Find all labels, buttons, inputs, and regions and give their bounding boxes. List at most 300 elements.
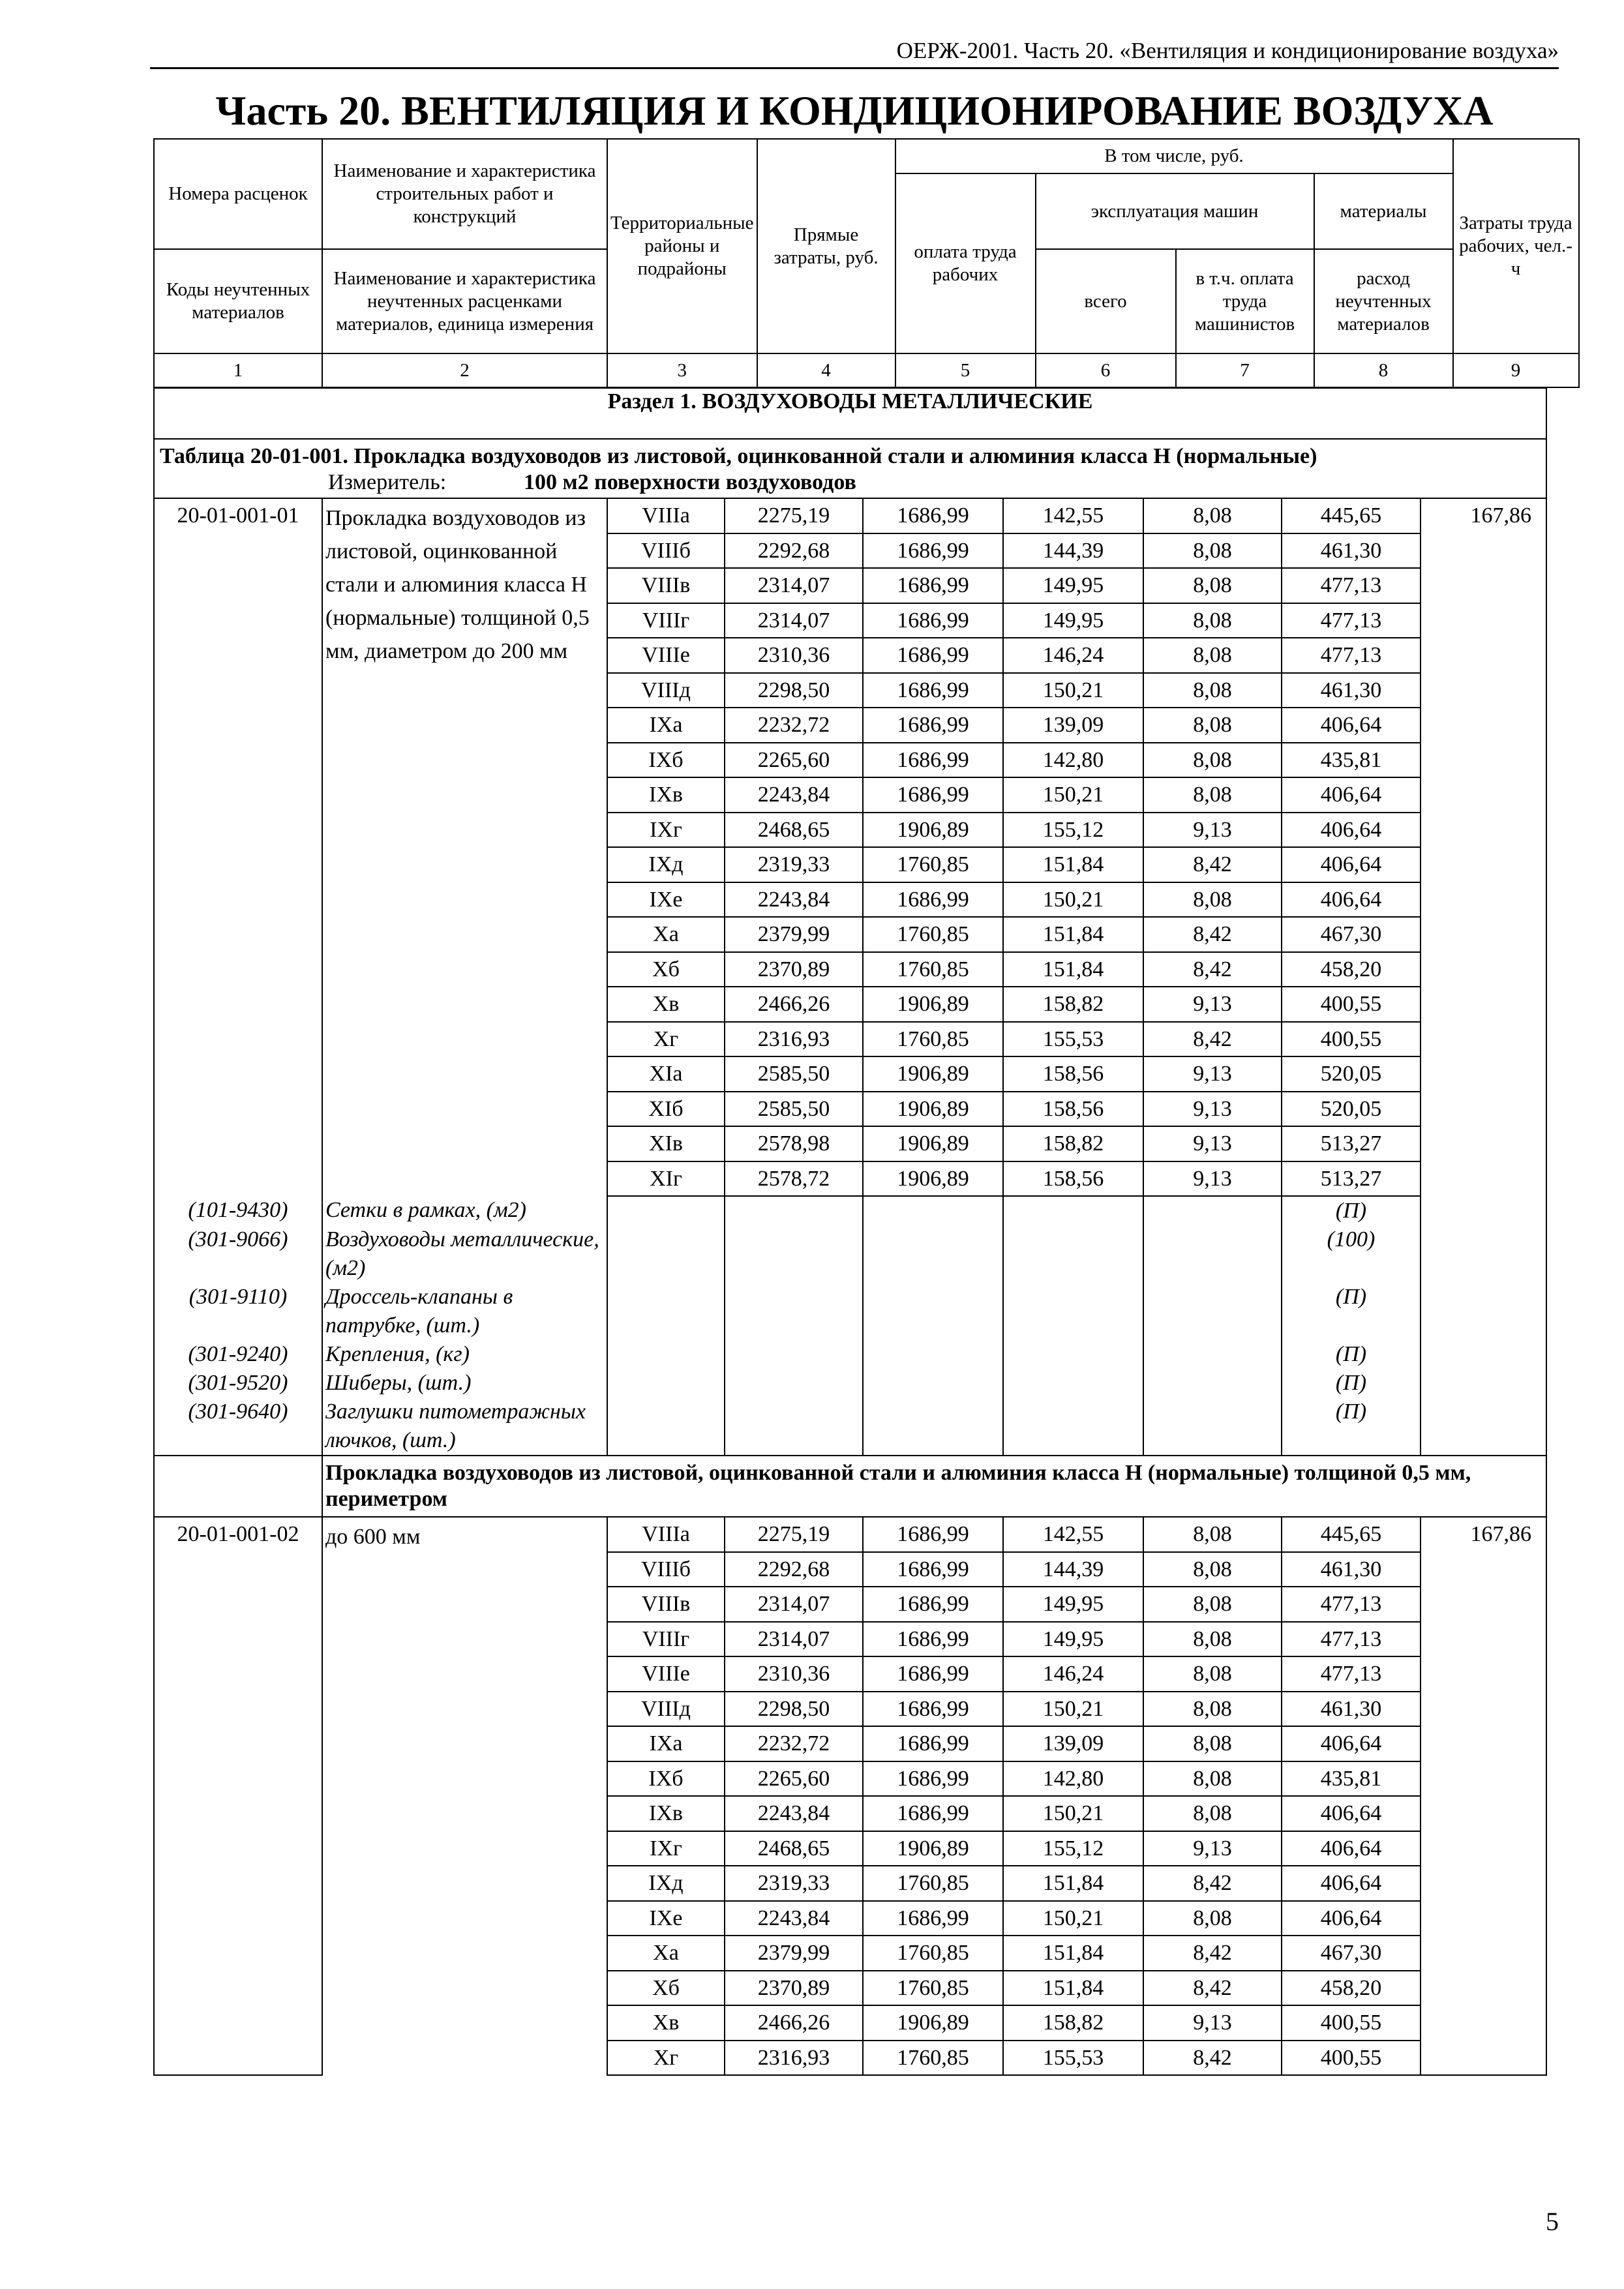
empty-cell: [1421, 1656, 1546, 1692]
machinist-pay-cell: 9,13: [1143, 987, 1282, 1022]
empty-cell: [1421, 1936, 1546, 1971]
machine-cost-cell: 155,12: [1003, 813, 1143, 848]
material-code: (301-9066): [154, 1225, 322, 1283]
empty-cell: [154, 1936, 322, 1971]
empty-cell: [607, 1369, 725, 1398]
machinist-pay-cell: 8,08: [1143, 777, 1282, 813]
region-cell: Xа: [607, 917, 725, 952]
direct-cost-cell: 2316,93: [725, 1022, 863, 1057]
material-quantity: (П): [1282, 1340, 1421, 1369]
empty-cell: [154, 1587, 322, 1622]
region-cell: VIIIг: [607, 603, 725, 638]
direct-cost-cell: 2243,84: [725, 1796, 863, 1831]
empty-cell: [154, 708, 322, 743]
worker-pay-cell: 1760,85: [863, 917, 1003, 952]
empty-cell: [154, 1126, 322, 1161]
region-cell: IXв: [607, 1796, 725, 1831]
empty-cell: [1421, 1056, 1546, 1092]
empty-cell: [1143, 1398, 1282, 1456]
machine-cost-cell: 158,56: [1003, 1161, 1143, 1197]
direct-cost-cell: 2243,84: [725, 882, 863, 918]
worker-pay-cell: 1760,85: [863, 1022, 1003, 1057]
material-code: (301-9110): [154, 1283, 322, 1340]
region-cell: IXе: [607, 882, 725, 918]
machinist-pay-cell: 8,08: [1143, 1656, 1282, 1692]
material-quantity: (П): [1282, 1283, 1421, 1340]
col-number: 8: [1314, 353, 1453, 387]
machine-cost-cell: 155,53: [1003, 1022, 1143, 1057]
empty-cell: [1421, 1587, 1546, 1622]
materials-cost-cell: 406,64: [1282, 1866, 1421, 1901]
machine-cost-cell: 151,84: [1003, 847, 1143, 882]
region-cell: Xв: [607, 2005, 725, 2041]
empty-cell: [154, 813, 322, 848]
material-code: (301-9640): [154, 1398, 322, 1456]
machine-cost-cell: 155,12: [1003, 1831, 1143, 1866]
direct-cost-cell: 2310,36: [725, 638, 863, 673]
empty-cell: [725, 1225, 863, 1283]
machinist-pay-cell: 8,08: [1143, 533, 1282, 569]
worker-pay-cell: 1686,99: [863, 882, 1003, 918]
material-quantity: (П): [1282, 1398, 1421, 1456]
direct-cost-cell: 2314,07: [725, 1587, 863, 1622]
empty-cell: [1421, 813, 1546, 848]
empty-cell: [1421, 1398, 1546, 1456]
worker-pay-cell: 1906,89: [863, 1161, 1003, 1197]
materials-cost-cell: 477,13: [1282, 1587, 1421, 1622]
worker-pay-cell: 1906,89: [863, 1126, 1003, 1161]
direct-cost-cell: 2319,33: [725, 847, 863, 882]
direct-cost-cell: 2243,84: [725, 777, 863, 813]
direct-cost-cell: 2578,98: [725, 1126, 863, 1161]
direct-cost-cell: 2379,99: [725, 1936, 863, 1971]
region-cell: VIIIб: [607, 533, 725, 569]
empty-cell: [607, 1283, 725, 1340]
empty-cell: [1421, 533, 1546, 569]
empty-cell: [1003, 1369, 1143, 1398]
materials-cost-cell: 406,64: [1282, 813, 1421, 848]
machine-cost-cell: 158,56: [1003, 1092, 1143, 1127]
empty-cell: [1421, 1552, 1546, 1587]
region-cell: IXб: [607, 743, 725, 778]
empty-cell: [154, 1971, 322, 2006]
materials-cost-cell: 406,64: [1282, 847, 1421, 882]
col-number: 3: [607, 353, 757, 387]
empty-cell: [863, 1283, 1003, 1340]
empty-cell: [1421, 1622, 1546, 1657]
material-name: Воздуховоды металлические, (м2): [322, 1225, 607, 1283]
materials-cost-cell: 477,13: [1282, 638, 1421, 673]
col-number: 2: [322, 353, 607, 387]
materials-cost-cell: 477,13: [1282, 603, 1421, 638]
region-cell: VIIIе: [607, 1656, 725, 1692]
empty-cell: [1421, 1340, 1546, 1369]
empty-cell: [154, 673, 322, 708]
direct-cost-cell: 2232,72: [725, 1726, 863, 1761]
direct-cost-cell: 2310,36: [725, 1656, 863, 1692]
empty-cell: [154, 1456, 322, 1517]
region-cell: IXа: [607, 1726, 725, 1761]
empty-cell: [1421, 1022, 1546, 1057]
machinist-pay-cell: 8,08: [1143, 1796, 1282, 1831]
machinist-pay-cell: 8,08: [1143, 1726, 1282, 1761]
empty-cell: [1003, 1398, 1143, 1456]
worker-pay-cell: 1906,89: [863, 813, 1003, 848]
empty-cell: [1143, 1196, 1282, 1225]
worker-pay-cell: 1686,99: [863, 603, 1003, 638]
machine-cost-cell: 158,56: [1003, 1056, 1143, 1092]
worker-pay-cell: 1760,85: [863, 952, 1003, 987]
col2-header-top: Наименование и характеристика строительных работ и конструкций: [322, 139, 607, 249]
material-name: Дроссель-клапаны в патрубке, (шт.): [322, 1283, 607, 1340]
empty-cell: [1421, 638, 1546, 673]
running-header: ОЕРЖ-2001. Часть 20. «Вентиляция и кондиционирование воздуха»: [896, 38, 1559, 63]
materials-cost-cell: 445,65: [1282, 1517, 1421, 1552]
worker-pay-cell: 1686,99: [863, 743, 1003, 778]
machine-cost-cell: 158,82: [1003, 987, 1143, 1022]
machinist-pay-cell: 8,08: [1143, 1552, 1282, 1587]
materials-header: материалы: [1314, 173, 1453, 249]
materials-cost-cell: 406,64: [1282, 882, 1421, 918]
machine-cost-cell: 142,80: [1003, 1761, 1143, 1797]
worker-pay-cell: 1686,99: [863, 1796, 1003, 1831]
empty-cell: [607, 1196, 725, 1225]
worker-pay-cell: 1906,89: [863, 2005, 1003, 2041]
machines-header: эксплуатация машин: [1036, 173, 1314, 249]
empty-cell: [1421, 1225, 1546, 1283]
empty-cell: [154, 882, 322, 918]
col-number: 1: [154, 353, 322, 387]
machinist-pay-cell: 9,13: [1143, 1056, 1282, 1092]
worker-pay-cell: 1686,99: [863, 1692, 1003, 1727]
header-rule: [150, 67, 1559, 69]
material-row: [154, 1369, 1546, 1398]
rate-description: Прокладка воздуховодов из листовой, оцинкованной стали и алюминия класса Н (нормальные) толщиной 0,5 мм, диаметром до 200 мм: [322, 498, 607, 1196]
empty-cell: [1421, 987, 1546, 1022]
worker-pay-cell: 1686,99: [863, 638, 1003, 673]
materials-cost-cell: 400,55: [1282, 987, 1421, 1022]
materials-cost-cell: 520,05: [1282, 1092, 1421, 1127]
empty-cell: [725, 1283, 863, 1340]
region-cell: Xв: [607, 987, 725, 1022]
worker-pay-cell: 1686,99: [863, 1587, 1003, 1622]
machine-cost-cell: 150,21: [1003, 882, 1143, 918]
direct-cost-cell: 2292,68: [725, 1552, 863, 1587]
rate-code: 20-01-001-01: [154, 498, 322, 533]
materials-cost-cell: 520,05: [1282, 1056, 1421, 1092]
empty-cell: [154, 2005, 322, 2041]
machine-cost-cell: 146,24: [1003, 1656, 1143, 1692]
col-number: 5: [895, 353, 1036, 387]
machine-cost-cell: 142,80: [1003, 743, 1143, 778]
direct-cost-cell: 2319,33: [725, 1866, 863, 1901]
machinist-pay-cell: 8,42: [1143, 847, 1282, 882]
empty-cell: [607, 1340, 725, 1369]
machinist-pay-cell: 8,42: [1143, 1022, 1282, 1057]
region-cell: VIIIг: [607, 1622, 725, 1657]
materials-cost-cell: 461,30: [1282, 673, 1421, 708]
region-cell: Xа: [607, 1936, 725, 1971]
machine-cost-cell: 144,39: [1003, 1552, 1143, 1587]
labor-cost-cell: 167,86: [1421, 1517, 1546, 1552]
empty-cell: [1421, 603, 1546, 638]
region-cell: IXг: [607, 1831, 725, 1866]
worker-pay-cell: 1906,89: [863, 1092, 1003, 1127]
table-row: [154, 498, 1546, 533]
worker-pay-cell: 1686,99: [863, 568, 1003, 603]
worker-pay-cell: 1906,89: [863, 1831, 1003, 1866]
col5-header: оплата труда рабочих: [895, 173, 1036, 353]
worker-pay-cell: 1686,99: [863, 673, 1003, 708]
region-cell: IXд: [607, 1866, 725, 1901]
region-cell: IXе: [607, 1901, 725, 1936]
empty-cell: [154, 1092, 322, 1127]
empty-cell: [1421, 1761, 1546, 1797]
worker-pay-cell: 1686,99: [863, 498, 1003, 533]
part-title: Часть 20. ВЕНТИЛЯЦИЯ И КОНДИЦИОНИРОВАНИЕ ВОЗДУХА: [215, 87, 1494, 134]
machinist-pay-cell: 8,42: [1143, 917, 1282, 952]
direct-cost-cell: 2379,99: [725, 917, 863, 952]
region-cell: VIIIд: [607, 1692, 725, 1727]
direct-cost-cell: 2314,07: [725, 1622, 863, 1657]
empty-cell: [863, 1398, 1003, 1456]
region-cell: IXв: [607, 777, 725, 813]
empty-cell: [1003, 1196, 1143, 1225]
worker-pay-cell: 1906,89: [863, 1056, 1003, 1092]
meter-label: Измеритель:: [328, 470, 447, 494]
machinist-pay-cell: 8,08: [1143, 568, 1282, 603]
meter-value: 100 м2 поверхности воздуховодов: [524, 470, 856, 494]
machinist-pay-cell: 9,13: [1143, 1161, 1282, 1197]
col-number: 7: [1176, 353, 1314, 387]
machinist-pay-cell: 8,08: [1143, 673, 1282, 708]
machinist-pay-cell: 8,42: [1143, 1971, 1282, 2006]
col4-header: Прямые затраты, руб.: [757, 139, 895, 353]
worker-pay-cell: 1686,99: [863, 1656, 1003, 1692]
empty-cell: [1421, 1196, 1546, 1225]
empty-cell: [154, 1831, 322, 1866]
empty-cell: [1421, 2005, 1546, 2041]
empty-cell: [1421, 917, 1546, 952]
col-number: 6: [1036, 353, 1176, 387]
worker-pay-cell: 1906,89: [863, 987, 1003, 1022]
worker-pay-cell: 1760,85: [863, 2041, 1003, 2076]
direct-cost-cell: 2468,65: [725, 813, 863, 848]
worker-pay-cell: 1760,85: [863, 1936, 1003, 1971]
region-cell: VIIIв: [607, 568, 725, 603]
machine-cost-cell: 158,82: [1003, 1126, 1143, 1161]
empty-cell: [1421, 1126, 1546, 1161]
machine-cost-cell: 149,95: [1003, 1622, 1143, 1657]
empty-cell: [1421, 673, 1546, 708]
materials-cost-cell: 477,13: [1282, 1656, 1421, 1692]
empty-cell: [154, 1552, 322, 1587]
machine-cost-cell: 150,21: [1003, 1901, 1143, 1936]
machinist-pay-cell: 8,08: [1143, 1587, 1282, 1622]
col8-header: расход неучтенных материалов: [1314, 249, 1453, 353]
materials-cost-cell: 445,65: [1282, 498, 1421, 533]
material-quantity: (100): [1282, 1225, 1421, 1283]
region-cell: VIIIб: [607, 1552, 725, 1587]
machine-cost-cell: 142,55: [1003, 498, 1143, 533]
material-row: [154, 1340, 1546, 1369]
empty-cell: [154, 568, 322, 603]
direct-cost-cell: 2316,93: [725, 2041, 863, 2076]
machinist-pay-cell: 8,08: [1143, 1761, 1282, 1797]
col9-header: Затраты труда рабочих, чел.-ч: [1453, 139, 1579, 353]
machinist-pay-cell: 8,42: [1143, 2041, 1282, 2076]
table-title: Таблица 20-01-001. Прокладка воздуховодов из листовой, оцинкованной стали и алюминия класса Н (нормальные): [154, 439, 1546, 470]
empty-cell: [725, 1369, 863, 1398]
direct-cost-cell: 2314,07: [725, 603, 863, 638]
empty-cell: [154, 987, 322, 1022]
col-number: 4: [757, 353, 895, 387]
empty-cell: [863, 1225, 1003, 1283]
empty-cell: [1143, 1369, 1282, 1398]
machine-cost-cell: 158,82: [1003, 2005, 1143, 2041]
worker-pay-cell: 1760,85: [863, 1866, 1003, 1901]
direct-cost-cell: 2370,89: [725, 952, 863, 987]
empty-cell: [154, 1761, 322, 1797]
empty-cell: [1421, 1866, 1546, 1901]
materials-cost-cell: 467,30: [1282, 917, 1421, 952]
machinist-pay-cell: 9,13: [1143, 813, 1282, 848]
materials-cost-cell: 406,64: [1282, 1831, 1421, 1866]
rates-table: [153, 387, 1547, 2076]
materials-cost-cell: 461,30: [1282, 533, 1421, 569]
region-cell: XIб: [607, 1092, 725, 1127]
machine-cost-cell: 149,95: [1003, 1587, 1143, 1622]
region-cell: IXг: [607, 813, 725, 848]
region-cell: Xб: [607, 1971, 725, 2006]
direct-cost-cell: 2466,26: [725, 2005, 863, 2041]
col3-header: Территориальные районы и подрайоны: [607, 139, 757, 353]
direct-cost-cell: 2275,19: [725, 498, 863, 533]
material-name: Заглушки питометражных лючков, (шт.): [322, 1398, 607, 1456]
machine-cost-cell: 146,24: [1003, 638, 1143, 673]
empty-cell: [1421, 1092, 1546, 1127]
empty-cell: [1003, 1225, 1143, 1283]
worker-pay-cell: 1686,99: [863, 1726, 1003, 1761]
machine-cost-cell: 151,84: [1003, 917, 1143, 952]
machine-cost-cell: 149,95: [1003, 568, 1143, 603]
region-cell: VIIIв: [607, 1587, 725, 1622]
direct-cost-cell: 2265,60: [725, 1761, 863, 1797]
machinist-pay-cell: 9,13: [1143, 2005, 1282, 2041]
empty-cell: [1421, 2041, 1546, 2076]
empty-cell: [1143, 1283, 1282, 1340]
machinist-pay-cell: 9,13: [1143, 1831, 1282, 1866]
direct-cost-cell: 2243,84: [725, 1901, 863, 1936]
region-cell: Xб: [607, 952, 725, 987]
materials-cost-cell: 400,55: [1282, 2041, 1421, 2076]
materials-cost-cell: 477,13: [1282, 568, 1421, 603]
material-code: (301-9240): [154, 1340, 322, 1369]
machine-cost-cell: 139,09: [1003, 708, 1143, 743]
machine-cost-cell: 151,84: [1003, 952, 1143, 987]
material-row: [154, 1225, 1546, 1283]
machinist-pay-cell: 8,08: [1143, 498, 1282, 533]
machinist-pay-cell: 8,08: [1143, 882, 1282, 918]
worker-pay-cell: 1760,85: [863, 847, 1003, 882]
machinist-pay-cell: 8,08: [1143, 1517, 1282, 1552]
empty-cell: [1421, 1369, 1546, 1398]
empty-cell: [725, 1340, 863, 1369]
rate-description: до 600 мм: [322, 1517, 607, 2075]
empty-cell: [1421, 952, 1546, 987]
empty-cell: [1421, 1901, 1546, 1936]
materials-cost-cell: 513,27: [1282, 1161, 1421, 1197]
empty-cell: [154, 1622, 322, 1657]
empty-cell: [154, 603, 322, 638]
materials-cost-cell: 400,55: [1282, 1022, 1421, 1057]
machine-cost-cell: 151,84: [1003, 1936, 1143, 1971]
machine-cost-cell: 151,84: [1003, 1866, 1143, 1901]
material-name: Крепления, (кг): [322, 1340, 607, 1369]
empty-cell: [1421, 1283, 1546, 1340]
materials-cost-cell: 513,27: [1282, 1126, 1421, 1161]
materials-cost-cell: 406,64: [1282, 708, 1421, 743]
empty-cell: [1003, 1283, 1143, 1340]
region-cell: IXб: [607, 1761, 725, 1797]
machinist-pay-cell: 8,42: [1143, 952, 1282, 987]
materials-cost-cell: 461,30: [1282, 1692, 1421, 1727]
empty-cell: [863, 1196, 1003, 1225]
region-cell: XIг: [607, 1161, 725, 1197]
machinist-pay-cell: 8,08: [1143, 1622, 1282, 1657]
worker-pay-cell: 1686,99: [863, 533, 1003, 569]
worker-pay-cell: 1686,99: [863, 777, 1003, 813]
worker-pay-cell: 1686,99: [863, 1761, 1003, 1797]
column-header-table: [153, 138, 1580, 388]
materials-cost-cell: 435,81: [1282, 743, 1421, 778]
empty-cell: [154, 533, 322, 569]
materials-cost-cell: 435,81: [1282, 1761, 1421, 1797]
machinist-pay-cell: 9,13: [1143, 1092, 1282, 1127]
material-row: [154, 1398, 1546, 1456]
empty-cell: [1421, 568, 1546, 603]
materials-cost-cell: 461,30: [1282, 1552, 1421, 1587]
direct-cost-cell: 2585,50: [725, 1056, 863, 1092]
region-cell: VIIIе: [607, 638, 725, 673]
rate-code: 20-01-001-02: [154, 1517, 322, 1552]
region-cell: IXд: [607, 847, 725, 882]
materials-cost-cell: 458,20: [1282, 952, 1421, 987]
subtitle: Прокладка воздуховодов из листовой, оцинкованной стали и алюминия класса Н (нормальные) толщиной 0,5 мм, периметром: [322, 1456, 1546, 1517]
direct-cost-cell: 2265,60: [725, 743, 863, 778]
machinist-pay-cell: 8,08: [1143, 743, 1282, 778]
machinist-pay-cell: 8,08: [1143, 708, 1282, 743]
material-row: [154, 1196, 1546, 1225]
col-number: 9: [1453, 353, 1579, 387]
page-number: 5: [1546, 2207, 1559, 2236]
direct-cost-cell: 2466,26: [725, 987, 863, 1022]
region-cell: VIIIд: [607, 673, 725, 708]
included-header: В том числе, руб.: [895, 139, 1453, 173]
empty-cell: [1421, 1796, 1546, 1831]
empty-cell: [1421, 1692, 1546, 1727]
col1-header-top: Номера расценок: [154, 139, 322, 249]
empty-cell: [154, 1056, 322, 1092]
empty-cell: [154, 743, 322, 778]
empty-cell: [607, 1398, 725, 1456]
empty-cell: [1421, 1831, 1546, 1866]
machine-cost-cell: 150,21: [1003, 1796, 1143, 1831]
machinist-pay-cell: 9,13: [1143, 1126, 1282, 1161]
direct-cost-cell: 2370,89: [725, 1971, 863, 2006]
empty-cell: [1421, 777, 1546, 813]
empty-cell: [154, 1022, 322, 1057]
